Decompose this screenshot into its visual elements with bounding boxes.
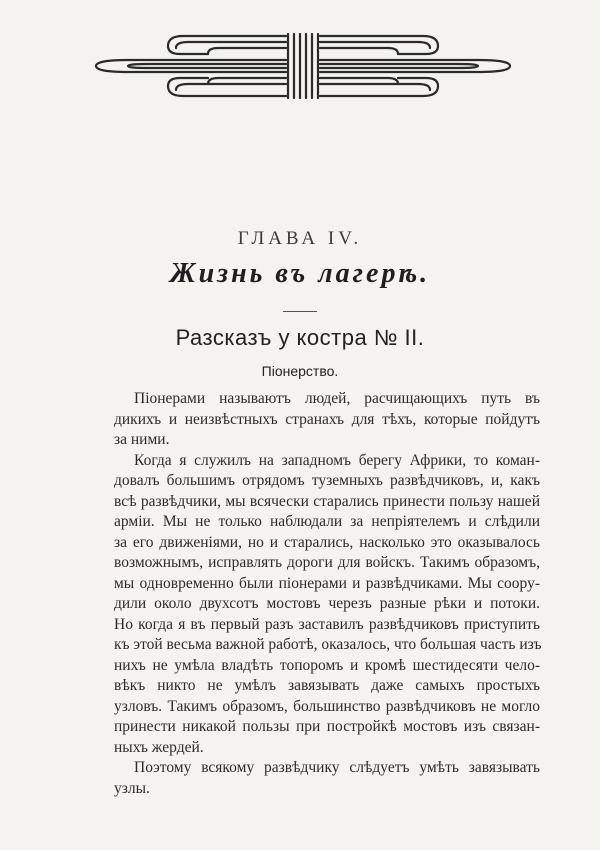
text-line: за ними.: [114, 431, 170, 448]
text-line: узловъ. Такимъ образомъ, большинство развѣдчиковъ не могло: [114, 697, 540, 715]
text-line: узлы.: [114, 779, 150, 797]
text-line: принести никакой пользы при постройкѣ мостовъ изъ связан-: [114, 718, 540, 735]
text-line: за его движеніями, но и старались, насколько это оказывалось: [114, 533, 540, 551]
story-subtitle: Піонерство.: [261, 363, 339, 379]
text-line: дикихъ и неизвѣстныхъ странахъ для тѣхъ, которые пойдутъ: [114, 410, 540, 428]
text-line: Когда я служилъ на западномъ берегу Африки, то коман-: [134, 451, 540, 469]
section-divider: [283, 311, 317, 312]
chapter-label: ГЛАВА IV.: [237, 228, 363, 249]
text-line: Но когда я въ первый разъ заставилъ развѣдчиковъ приступить: [114, 615, 540, 633]
text-line: къ этой весьма важной работѣ, оказалось, что большая часть изъ: [114, 636, 542, 653]
body-text: [114, 389, 540, 799]
text-line: всѣ развѣдчики, мы всячески старались принести пользу нашей: [114, 492, 540, 510]
text-line: возможнымъ, исправлять дороги для войскъ. Такимъ образомъ,: [114, 554, 540, 571]
text-line: довалъ большимъ отрядомъ туземныхъ развѣдчиковъ, и, какъ: [114, 472, 540, 489]
text-line: вѣкъ никто не умѣлъ завязывать даже самыхъ простыхъ: [114, 677, 540, 694]
text-line: дили около двухсотъ мостовъ черезъ разные рѣки и потоки.: [114, 595, 540, 612]
text-line: Піонерами называютъ людей, расчищающихъ путь въ: [134, 390, 540, 407]
chapter-title: Жизнь въ лагерѣ.: [169, 258, 431, 289]
text-line: ныхъ жердей.: [114, 738, 204, 756]
text-line: мы одновременно были піонерами и развѣдчиками. Мы соору-: [114, 574, 540, 592]
ornamental-headpiece: [88, 30, 518, 102]
story-title: Разсказъ у костра № II.: [175, 325, 425, 350]
text-line: арміи. Мы не только наблюдали за непріятелемъ и слѣдили: [114, 513, 540, 530]
text-line: нихъ не умѣла владѣть топоромъ и кромѣ шестидесяти чело-: [114, 656, 540, 674]
text-line: Поэтому всякому развѣдчику слѣдуетъ умѣть завязывать: [134, 759, 540, 776]
